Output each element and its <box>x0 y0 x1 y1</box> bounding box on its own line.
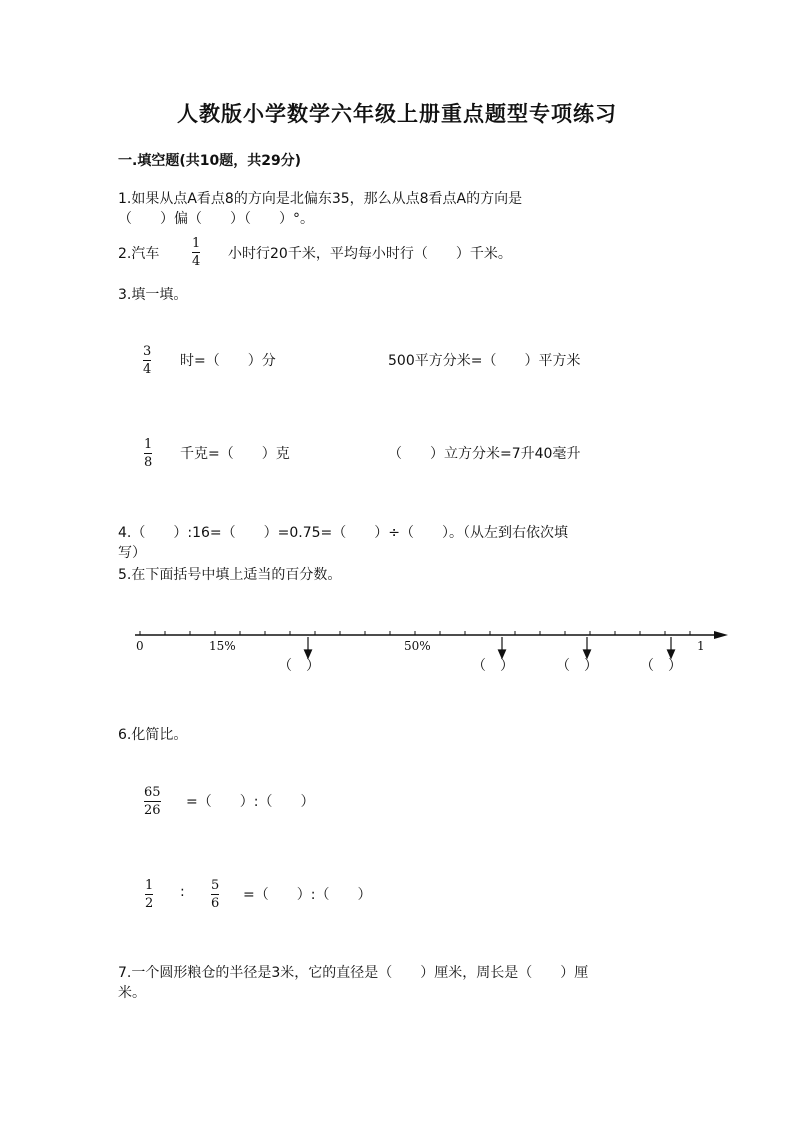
number-line-label-0: 0 <box>136 639 144 653</box>
question-1-line-2: （ ）偏（ ）（ ）°。 <box>118 211 314 227</box>
number-line-arrowhead <box>714 631 728 639</box>
fraction-denominator: 4 <box>143 362 152 377</box>
question-6-heading: 6.化简比。 <box>118 727 188 743</box>
fraction-denominator: 6 <box>211 896 220 911</box>
number-line-blank-2: （ ） <box>472 658 514 674</box>
number-line-blank-4: （ ） <box>640 658 682 674</box>
fraction-numerator: 1 <box>192 236 201 251</box>
page-title: 人教版小学数学六年级上册重点题型专项练习 <box>177 101 617 126</box>
question-4-line-1: 4.（ ）:16=（ ）=0.75=（ ）÷（ ）。（从左到右依次填 <box>118 525 568 541</box>
question-1-line-1: 1.如果从点A看点8的方向是北偏东35，那么从点8看点A的方向是 <box>118 191 523 207</box>
question-2-text: 小时行20千米，平均每小时行（ ）千米。 <box>228 246 512 262</box>
question-3d-text: （ ）立方分米=7升40毫升 <box>388 446 581 462</box>
fraction-denominator: 2 <box>145 896 154 911</box>
question-7-line-2: 米。 <box>118 985 146 1001</box>
fraction-numerator: 1 <box>144 437 153 452</box>
fraction-bar <box>145 894 153 895</box>
number-line-blank-3: （ ） <box>556 658 598 674</box>
question-6a-fraction <box>144 785 161 818</box>
number-line-label-15-percent: 15% <box>209 639 236 653</box>
question-7-line-1: 7.一个圆形粮仓的半径是3米，它的直径是（ ）厘米，周长是（ ）厘 <box>118 965 589 981</box>
question-3c-fraction <box>144 437 152 470</box>
question-6b-colon: : <box>180 884 185 900</box>
fraction-numerator: 3 <box>143 344 152 359</box>
question-6b-fraction-2 <box>211 878 219 911</box>
fraction-bar <box>192 252 200 253</box>
question-3c-text: 千克=（ ）克 <box>180 446 290 462</box>
number-line-blank-1: （ ） <box>278 658 320 674</box>
fraction-denominator: 4 <box>192 254 201 269</box>
number-line-label-1: 1 <box>697 639 705 653</box>
fraction-bar <box>144 453 152 454</box>
fraction-denominator: 8 <box>144 455 153 470</box>
question-5-heading: 5.在下面括号中填上适当的百分数。 <box>118 567 342 583</box>
question-6b-fraction-1 <box>145 878 153 911</box>
question-6a-text: =（ ）:（ ） <box>186 794 315 810</box>
fraction-bar <box>143 360 151 361</box>
question-3a-fraction <box>143 344 151 377</box>
question-2-fraction <box>192 236 200 269</box>
fraction-bar <box>144 801 161 802</box>
question-2-prefix: 2.汽车 <box>118 246 160 262</box>
fraction-numerator: 1 <box>145 878 154 893</box>
fraction-numerator: 65 <box>144 785 161 800</box>
question-3-heading: 3.填一填。 <box>118 287 188 303</box>
section-heading: 一.填空题(共10题，共29分) <box>118 153 302 169</box>
fraction-denominator: 26 <box>144 803 161 818</box>
number-line-label-50-percent: 50% <box>404 639 431 653</box>
fraction-bar <box>211 894 219 895</box>
question-6b-text: =（ ）:（ ） <box>243 887 372 903</box>
question-3a-text: 时=（ ）分 <box>180 353 276 369</box>
question-3b-text: 500平方分米=（ ）平方米 <box>388 353 581 369</box>
question-4-line-2: 写） <box>118 545 146 561</box>
fraction-numerator: 5 <box>211 878 220 893</box>
